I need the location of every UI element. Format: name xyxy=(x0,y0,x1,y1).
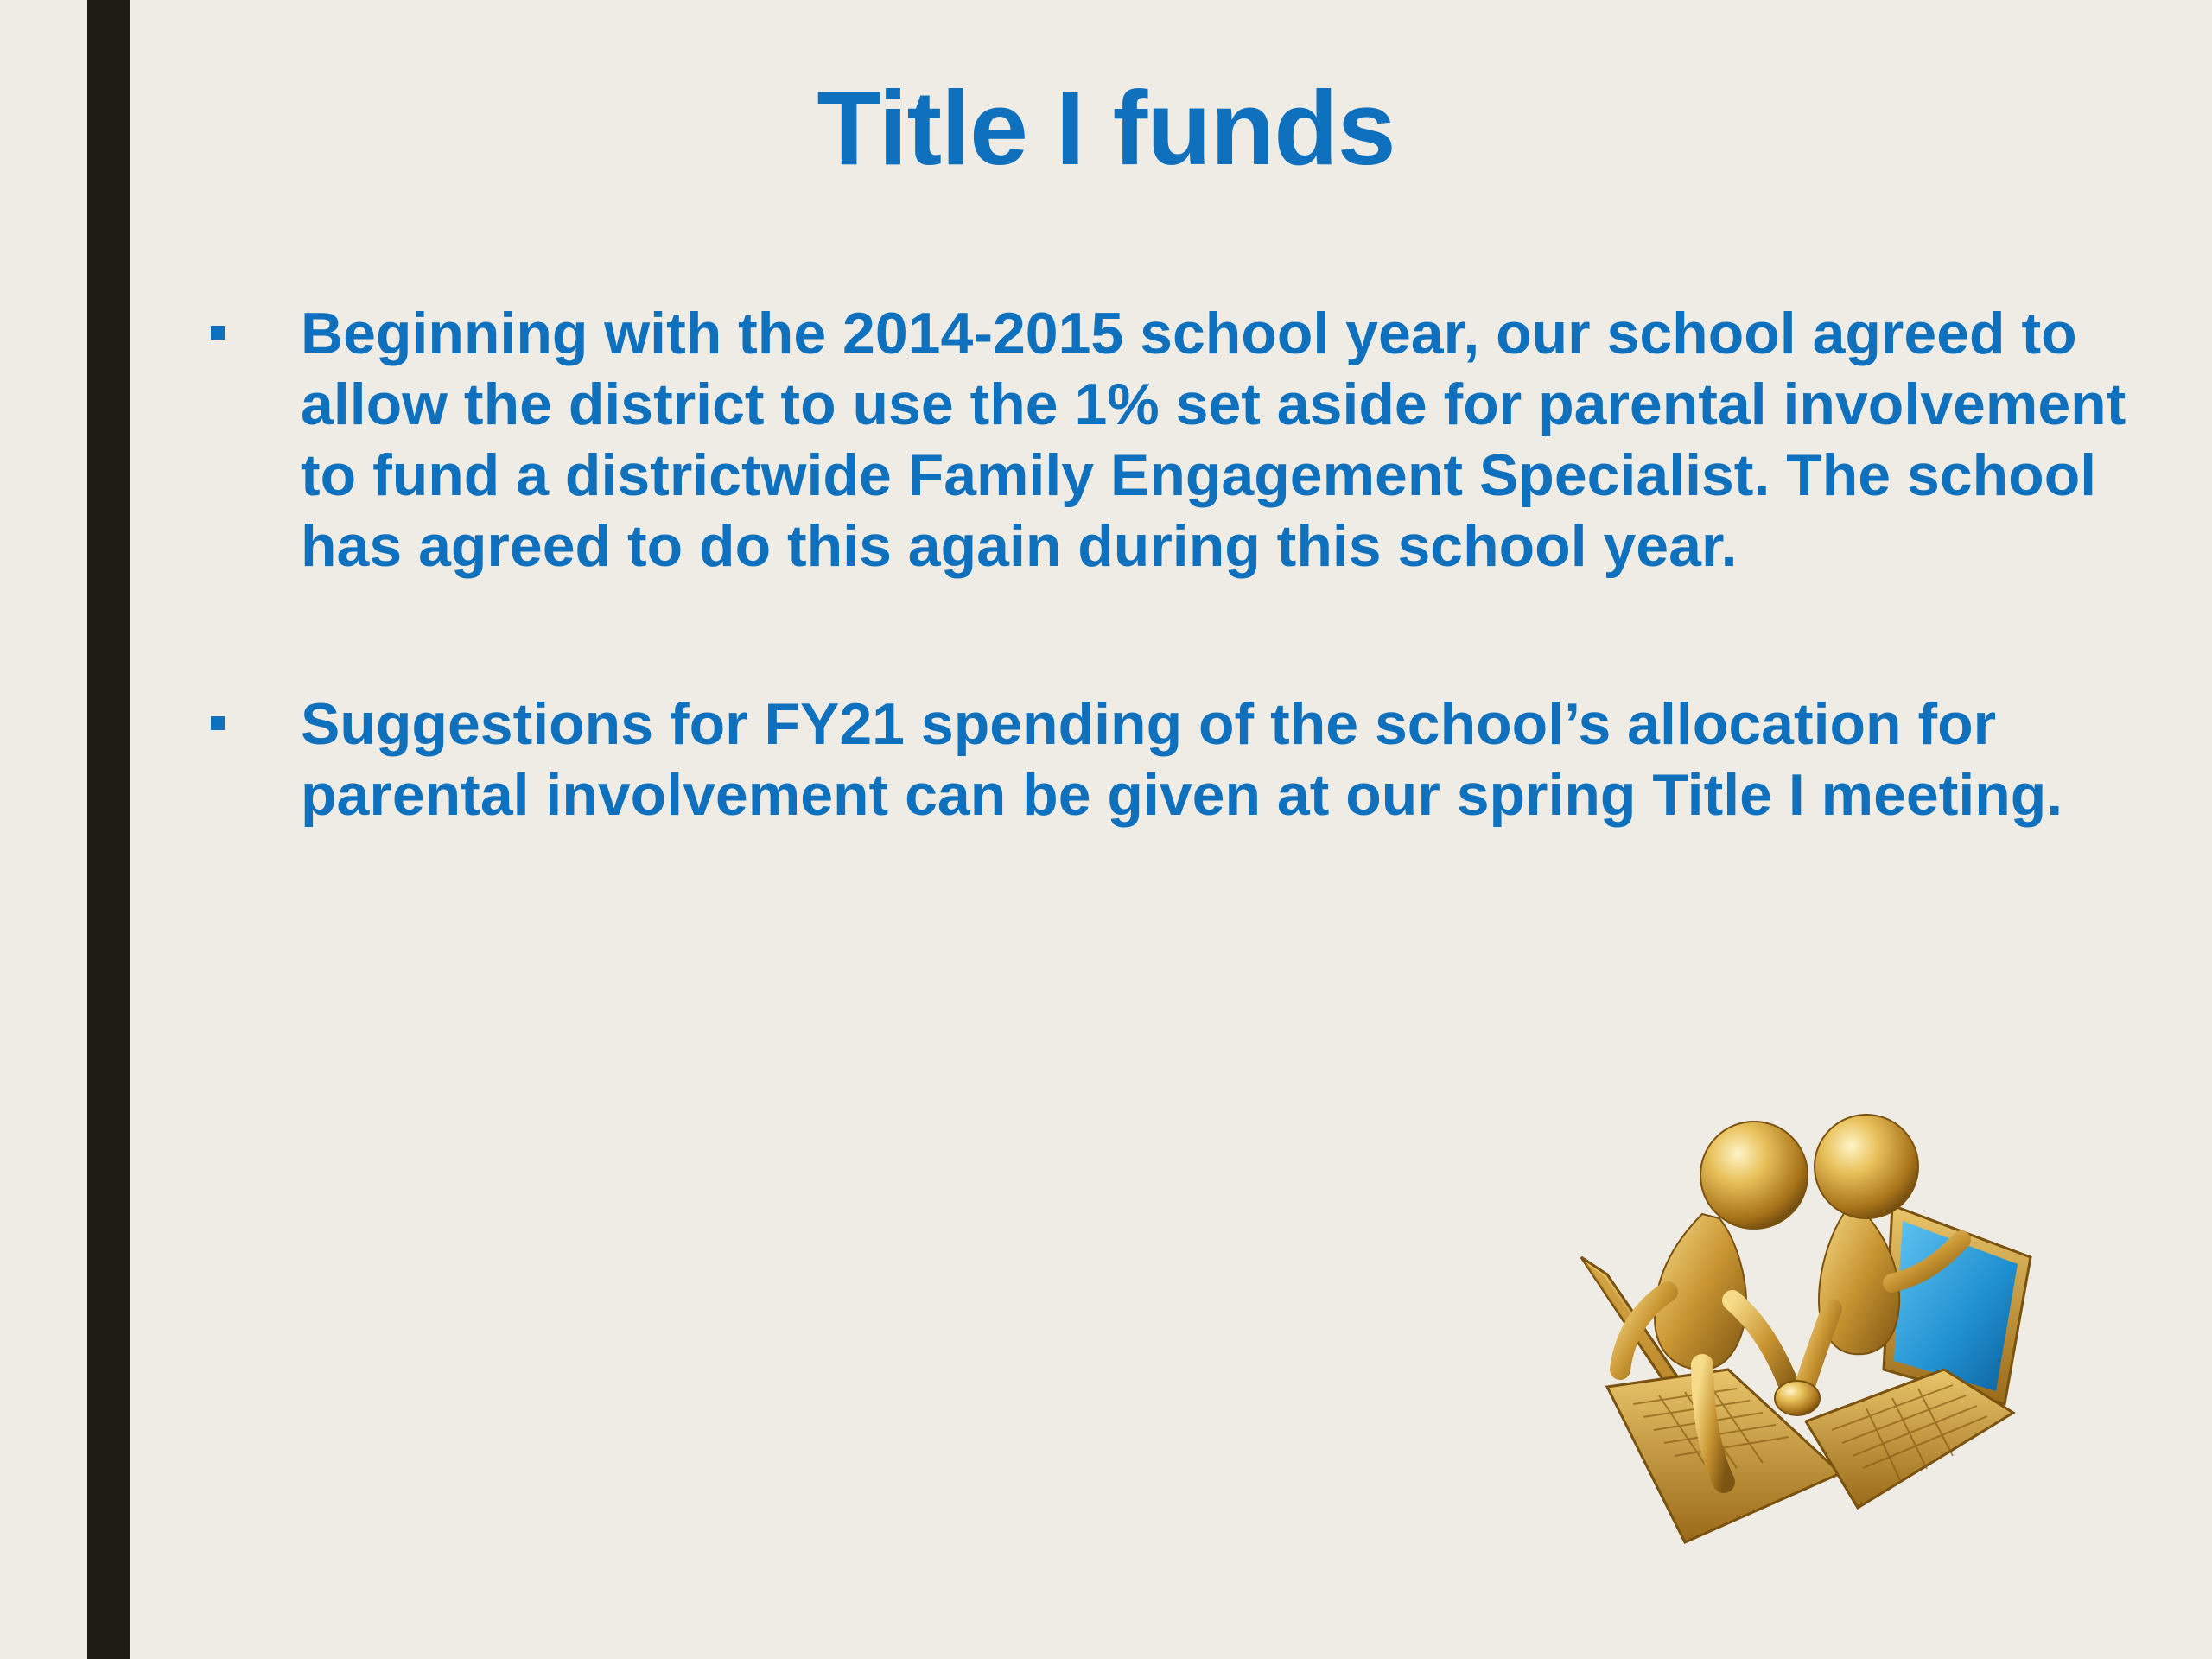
left-accent-bar xyxy=(87,0,130,1659)
bullet-item xyxy=(206,689,2133,830)
bullet-text: Beginning with the 2014-2015 school year, our school agreed to allow the district to use the 1% set aside for parental involvement to fund a districtwide Family Engagement Specialist. The school has agreed to do this again during this school year. xyxy=(301,301,2126,579)
bullet-item xyxy=(206,298,2133,582)
square-bullet-icon xyxy=(211,326,225,340)
bullet-list xyxy=(206,298,2133,830)
handshake-laptops-illustration xyxy=(1573,1110,2065,1568)
bullet-text: Suggestions for FY21 spending of the school’s allocation for parental involvement can be given at our spring Title I meeting. xyxy=(301,691,2063,828)
square-bullet-icon xyxy=(211,716,225,730)
slide-title: Title I funds xyxy=(817,69,1395,187)
handshake xyxy=(1775,1381,1820,1415)
